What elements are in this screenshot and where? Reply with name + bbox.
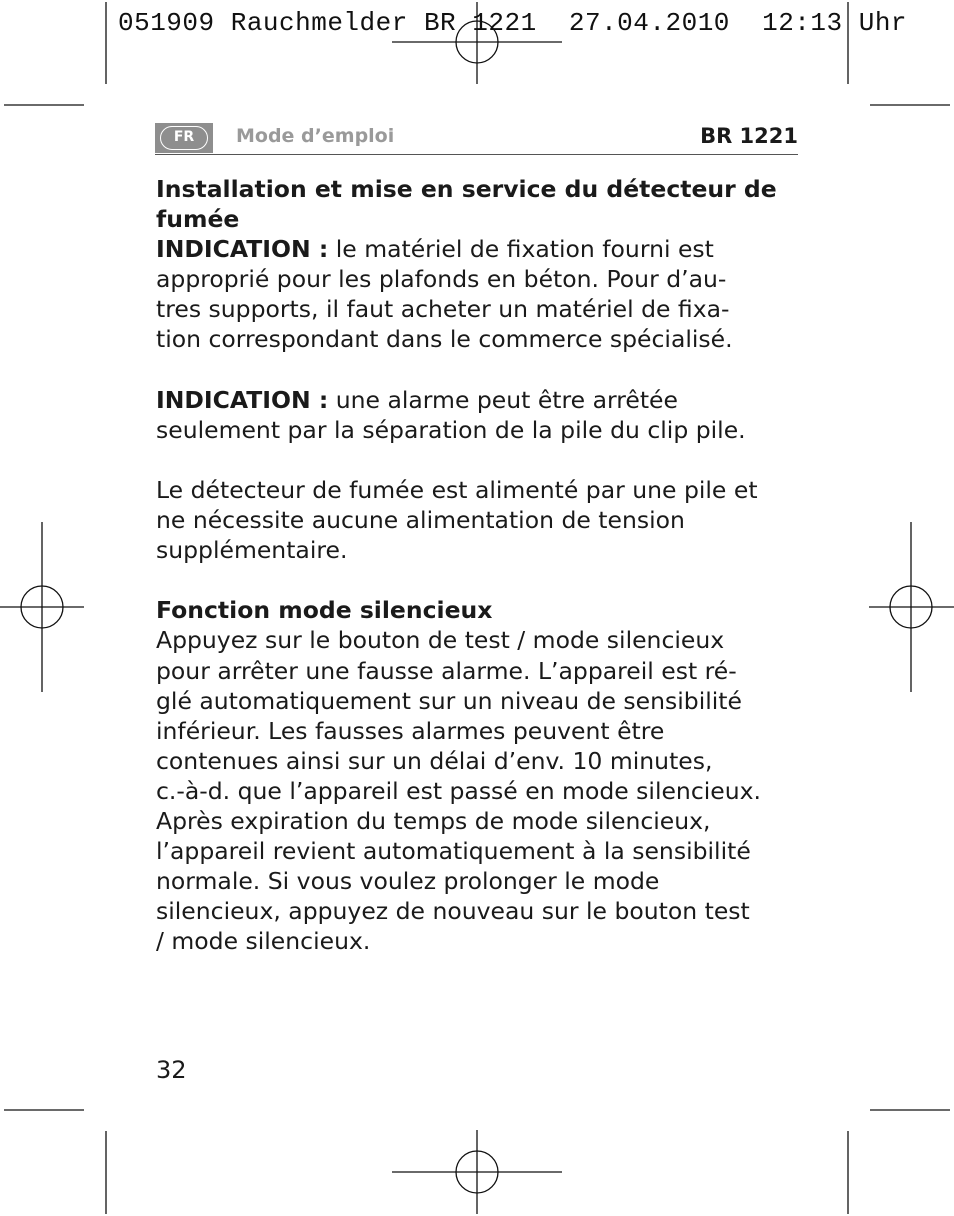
note-1-line-2: approprié pour les plafonds en béton. Pour d’au- xyxy=(156,265,727,294)
note-1-text: le matériel de fixation fourni est xyxy=(335,235,714,264)
silent-mode-line-8: l’appareil revient automatiquement à la sensibilité xyxy=(156,837,751,866)
note-1-label: INDICATION : xyxy=(156,235,329,264)
spacer xyxy=(156,445,804,475)
silent-mode-line-11: / mode silencieux. xyxy=(156,927,371,956)
note-1-line-4: tion correspondant dans le commerce spécialisé. xyxy=(156,325,733,354)
silent-mode-line-3: glé automatiquement sur un niveau de sensibilité xyxy=(156,686,742,715)
registration-mark-right xyxy=(869,522,954,692)
page-number: 32 xyxy=(156,1056,187,1084)
note-2-text: une alarme peut être arrêtée xyxy=(335,385,678,414)
section-heading-silent-mode: Fonction mode silencieux xyxy=(156,596,493,625)
silent-mode-line-6: c.-à-d. que l’appareil est passé en mode silencieux. xyxy=(156,776,761,805)
page-content xyxy=(156,174,804,956)
silent-mode-line-7: Après expiration du temps de mode silencieux, xyxy=(156,806,711,835)
language-badge-label: FR xyxy=(160,126,208,150)
silent-mode-line-2: pour arrêter une fausse alarme. L’appareil est ré- xyxy=(156,656,737,685)
section-heading-installation-line-1: Installation et mise en service du détecteur de xyxy=(156,175,777,203)
registration-mark-bottom xyxy=(392,1130,562,1214)
power-paragraph-line-2: ne nécessite aucune alimentation de tension xyxy=(156,506,685,535)
print-slug: 051909 Rauchmelder BR 1221 27.04.2010 12:13 Uhr xyxy=(118,8,908,38)
spacer xyxy=(156,565,804,595)
note-1-line-3: tres supports, il faut acheter un matériel de fixa- xyxy=(156,295,730,324)
note-1-line-1 xyxy=(156,234,804,264)
language-badge xyxy=(155,123,213,153)
note-2-line-2: seulement par la séparation de la pile du clip pile. xyxy=(156,415,746,444)
silent-mode-line-5: contenues ainsi sur un délai d’env. 10 minutes, xyxy=(156,746,713,775)
power-paragraph-line-3: supplémentaire. xyxy=(156,536,348,565)
silent-mode-line-4: inférieur. Les fausses alarmes peuvent être xyxy=(156,716,665,745)
note-2-label: INDICATION : xyxy=(156,385,329,414)
header-title: Mode d’emploi xyxy=(236,125,395,147)
spacer xyxy=(156,355,804,385)
registration-mark-left xyxy=(0,522,84,692)
silent-mode-line-1: Appuyez sur le bouton de test / mode silencieux xyxy=(156,626,725,655)
silent-mode-line-9: normale. Si vous voulez prolonger le mode xyxy=(156,867,660,896)
section-heading-installation-line-2: fumée xyxy=(156,205,240,234)
page-header xyxy=(155,120,798,155)
registration-mark-top xyxy=(392,2,562,84)
silent-mode-line-10: silencieux, appuyez de nouveau sur le bouton test xyxy=(156,897,750,926)
power-paragraph-line-1: Le détecteur de fumée est alimenté par une pile et xyxy=(156,475,758,504)
header-model: BR 1221 xyxy=(700,124,798,148)
note-2-line-1 xyxy=(156,385,804,415)
